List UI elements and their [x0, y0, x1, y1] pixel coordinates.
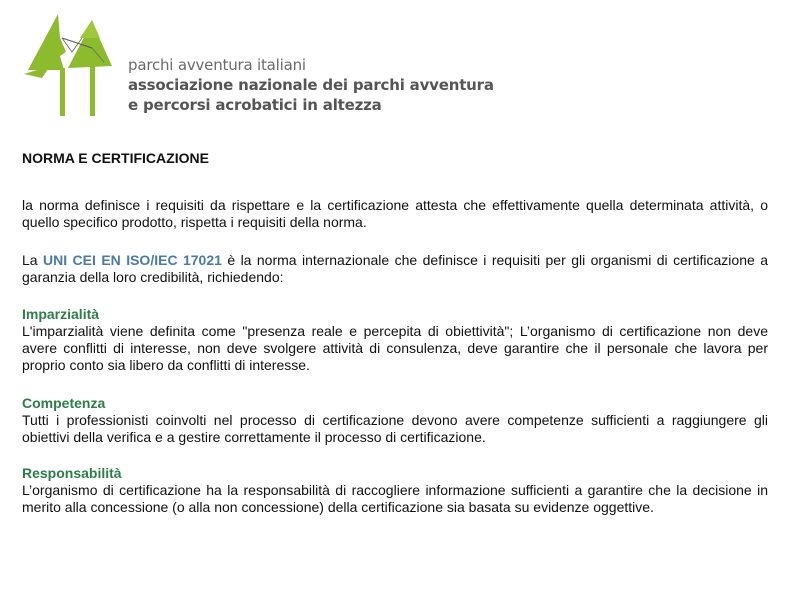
logo-line-2: associazione nazionale dei parchi avventura	[128, 76, 494, 94]
standard-name: UNI CEI EN ISO/IEC 17021	[43, 252, 222, 268]
section-imparzialita	[22, 306, 768, 374]
section-competenza	[22, 395, 768, 446]
standard-suffix: è la norma internazionale che definisce i requisiti per gli organismi di certificazione a garanzia della loro credibilità, richiedendo:	[22, 252, 768, 285]
intro-text: la norma definisce i requisiti da rispettare e la certificazione attesta che effettivamente quella determinata attività, o quello specifico prodotto, rispetta i requisiti della norma.	[22, 197, 768, 230]
trees-logo-icon	[20, 8, 130, 116]
section-text: L'imparzialità viene definita come "presenza reale e percepita di obiettività"; L’organismo di certificazione non deve avere conflitti di interesse, non deve svolgere attività di consulenza, deve garantire che il personale che lavora per proprio conto sia libero da conflitti di interesse.	[22, 323, 768, 373]
association-logo	[20, 8, 494, 116]
standard-paragraph	[22, 252, 768, 286]
section-heading: Responsabilità	[22, 465, 122, 481]
logo-line-3: e percorsi acrobatici in altezza	[128, 96, 382, 114]
intro-paragraph	[22, 197, 768, 231]
page-title: NORMA E CERTIFICAZIONE	[22, 150, 209, 166]
section-text: Tutti i professionisti coinvolti nel processo di certificazione devono avere competenze sufficienti a raggiungere gli obiettivi della verifica e a gestire correttamente il processo di certificazione.	[22, 412, 768, 445]
section-heading: Imparzialità	[22, 306, 100, 322]
section-text: L’organismo di certificazione ha la responsabilità di raccogliere informazione sufficienti a garantire che la decisione in merito alla concessione (o alla non concessione) della certificazione sia basata su evidenze oggettive.	[22, 482, 768, 515]
logo-line-1: parchi avventura italiani	[128, 56, 306, 74]
standard-prefix: La	[22, 252, 44, 268]
section-heading: Competenza	[22, 395, 106, 411]
section-responsabilita	[22, 465, 768, 516]
